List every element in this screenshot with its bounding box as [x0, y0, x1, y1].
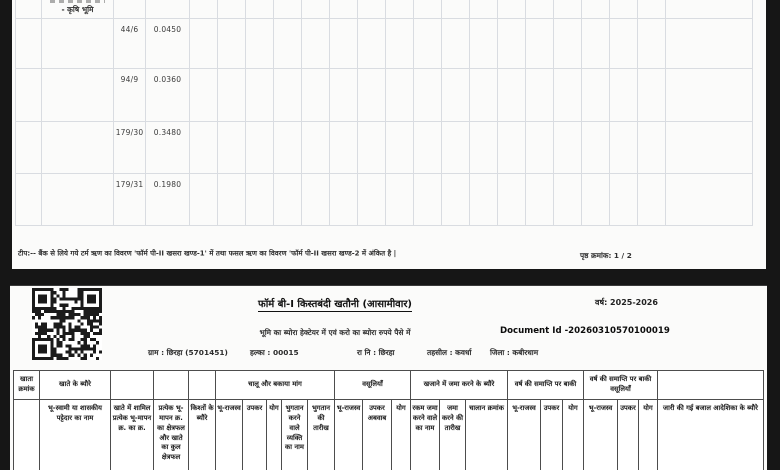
- sub-header-cell: उपकर: [618, 400, 639, 470]
- khasra-cell: [218, 0, 246, 19]
- khasra-cell: [330, 69, 358, 122]
- sub-header-cell: [14, 400, 40, 470]
- khasra-cell: [16, 69, 42, 122]
- khasra-cell: [666, 69, 753, 122]
- khasra-cell: [302, 0, 330, 19]
- khasra-cell: [414, 19, 442, 69]
- group-header-cell: वसूलियाँ: [335, 371, 411, 400]
- khasra-cell: [582, 19, 610, 69]
- khasra-cell: [498, 69, 526, 122]
- khasra-cell: [526, 69, 554, 122]
- sub-header-cell: भुगतान की तारीख: [308, 400, 335, 470]
- khasra-cell: [16, 122, 42, 174]
- khasra-cell: [358, 122, 386, 174]
- khasra-cell: [42, 69, 114, 122]
- sub-header-cell: योग: [267, 400, 282, 470]
- khasra-cell: [526, 122, 554, 174]
- khasra-page: [12, 0, 766, 269]
- khasra-cell: [610, 69, 638, 122]
- khasra-cell: [498, 19, 526, 69]
- sub-header-cell: योग: [392, 400, 411, 470]
- khasra-cell: [526, 19, 554, 69]
- khasra-cell: [246, 69, 274, 122]
- khasra-cell: [554, 122, 582, 174]
- khasra-cell: [274, 69, 302, 122]
- group-header-cell: [189, 371, 216, 400]
- group-header-cell: खाता क्रमांक: [14, 371, 40, 400]
- khasra-cell: [190, 122, 218, 174]
- khasra-cell: [146, 0, 190, 19]
- sub-header-cell: खाते में शामिल प्रत्येक भू-मापन क्र. का क्र.: [111, 400, 154, 470]
- form-title: फॉर्म बी-I किस्तबंदी खतौनी (आसामीवार): [258, 299, 412, 310]
- khasra-cell: [246, 0, 274, 19]
- khasra-cell: [218, 174, 246, 226]
- khasra-cell: [302, 174, 330, 226]
- qr-code-icon: [32, 288, 102, 360]
- khasra-cell: [666, 19, 753, 69]
- khasra-cell: [610, 19, 638, 69]
- khasra-cell: [470, 174, 498, 226]
- khasra-cell: [498, 0, 526, 19]
- ri-circle-label: रा नि : छिरहा: [357, 348, 395, 357]
- khasra-cell: [358, 0, 386, 19]
- khasra-cell: [554, 174, 582, 226]
- area-value: 0.3480: [146, 122, 190, 174]
- khasra-cell: [638, 19, 666, 69]
- khasra-cell: [274, 174, 302, 226]
- khasra-cell: [330, 19, 358, 69]
- khasra-cell: [470, 122, 498, 174]
- sub-header-cell: चालान क्रमांक: [466, 400, 508, 470]
- khasra-cell: [414, 69, 442, 122]
- khasra-cell: [16, 174, 42, 226]
- khasra-cell: [274, 122, 302, 174]
- khasra-cell: [582, 122, 610, 174]
- footnote: टीप:-- बैंक से लिये गये टर्म ऋण का विवरण 'फॉर्म पी-II खसरा खण्ड-1' में तथा फसल ऋण का विवरण 'फॉर्म पी-II खसरा खण्ड-2 में अंकित है |: [18, 249, 397, 258]
- khasra-cell: [42, 0, 114, 19]
- tehsil-label: तहसील : कवर्धा: [427, 348, 472, 357]
- group-header-cell: [658, 371, 764, 400]
- khasra-cell: [190, 0, 218, 19]
- khasra-cell: [386, 122, 414, 174]
- khasra-cell: [274, 19, 302, 69]
- group-header-cell: वर्ष की समाप्ति पर बाकी वसूलियाँ: [584, 371, 658, 400]
- khasra-cell: [442, 19, 470, 69]
- khasra-cell: [114, 0, 146, 19]
- khasra-cell: [666, 0, 753, 19]
- khasra-cell: [526, 174, 554, 226]
- sub-header-cell: जमा करने की तारीख: [440, 400, 466, 470]
- sub-header-cell: भू-राजस्व: [508, 400, 541, 470]
- khasra-cell: [218, 69, 246, 122]
- khasra-cell: [358, 174, 386, 226]
- year-label: वर्ष: 2025-2026: [595, 298, 658, 307]
- khasra-cell: [246, 19, 274, 69]
- khasra-cell: [442, 69, 470, 122]
- khasra-cell: [190, 19, 218, 69]
- khasra-cell: [386, 19, 414, 69]
- area-value: 0.1980: [146, 174, 190, 226]
- khasra-cell: [246, 122, 274, 174]
- khasra-number: 179/31: [114, 174, 146, 226]
- group-header-cell: खजाने में जमा करने के ब्यौरे: [411, 371, 508, 400]
- sub-header-cell: योग: [563, 400, 584, 470]
- khasra-cell: [470, 19, 498, 69]
- khasra-cell: [190, 174, 218, 226]
- khasra-cell: [610, 174, 638, 226]
- khasra-cell: [330, 0, 358, 19]
- clipped-text: [50, 0, 105, 3]
- khasra-cell: [386, 174, 414, 226]
- khasra-cell: [330, 122, 358, 174]
- khasra-cell: [582, 69, 610, 122]
- group-header-cell: खाते के ब्यौरे: [40, 371, 111, 400]
- halka-label: हल्का : 00015: [250, 348, 299, 357]
- sub-header-cell: भू-राजस्व: [584, 400, 618, 470]
- khasra-cell: [218, 122, 246, 174]
- khasra-cell: [42, 174, 114, 226]
- sub-header-cell: योग: [639, 400, 658, 470]
- sub-header-cell: उपकर: [541, 400, 563, 470]
- district-label: जिला : कबीरधाम: [490, 348, 539, 357]
- khasra-cell: [582, 0, 610, 19]
- khasra-cell: [610, 122, 638, 174]
- sub-header-cell: भू-स्वामी या शासकीय पट्टेदार का नाम: [40, 400, 111, 470]
- khasra-cell: [414, 0, 442, 19]
- khasra-cell: [358, 19, 386, 69]
- group-header-cell: वर्ष की समाप्ति पर बाकी: [508, 371, 584, 400]
- sub-header-cell: भू-राजस्व: [335, 400, 363, 470]
- khasra-cell: [554, 0, 582, 19]
- khasra-cell: [330, 174, 358, 226]
- group-header-cell: [154, 371, 189, 400]
- document-id: Document Id -20260310570100019: [500, 326, 670, 336]
- khasra-cell: [498, 122, 526, 174]
- khasra-cell: [470, 69, 498, 122]
- khasra-number: 179/30: [114, 122, 146, 174]
- khasra-cell: [442, 174, 470, 226]
- sub-header-cell: उपकर अबवाब: [363, 400, 392, 470]
- khasra-table: [15, 0, 753, 226]
- area-value: 0.0450: [146, 19, 190, 69]
- khasra-cell: [610, 0, 638, 19]
- sub-header-cell: किश्तों के ब्यौरे: [189, 400, 216, 470]
- khasra-cell: [42, 122, 114, 174]
- sub-header-cell: उपकर: [243, 400, 267, 470]
- land-class-label: - कृषि भूमि: [61, 5, 94, 14]
- khasra-cell: [16, 19, 42, 69]
- khasra-cell: [554, 19, 582, 69]
- khasra-cell: [442, 122, 470, 174]
- khasra-cell: [498, 174, 526, 226]
- village-label: ग्राम : छिरहा (5701451): [148, 348, 228, 357]
- khasra-cell: [386, 0, 414, 19]
- khasra-cell: [638, 122, 666, 174]
- khasra-cell: [414, 122, 442, 174]
- khasra-number: 44/6: [114, 19, 146, 69]
- khasra-number: 94/9: [114, 69, 146, 122]
- sub-header-cell: प्रत्येक भू-मापन क्र. का क्षेत्रफल और खाते का कुल क्षेत्रफल: [154, 400, 189, 470]
- area-value: 0.0360: [146, 69, 190, 122]
- page-number: पृष्ठ क्रमांक: 1 / 2: [580, 251, 632, 260]
- sub-header-cell: भुगतान करने वाले व्यक्ति का नाम: [282, 400, 308, 470]
- sub-header-cell: रकम जमा करने वाले का नाम: [411, 400, 440, 470]
- sub-header-cell: जारी की गई बजाल आदेशिका के ब्यौरे: [658, 400, 764, 470]
- group-header-cell: [111, 371, 154, 400]
- khasra-cell: [190, 69, 218, 122]
- group-header-cell: चालू और बकाया मांग: [216, 371, 335, 400]
- khasra-cell: [638, 174, 666, 226]
- khasra-cell: [302, 122, 330, 174]
- khasra-cell: [274, 0, 302, 19]
- khasra-cell: [42, 19, 114, 69]
- khasra-cell: [302, 69, 330, 122]
- khasra-cell: [554, 69, 582, 122]
- khasra-cell: [666, 174, 753, 226]
- khasra-cell: [638, 69, 666, 122]
- khasra-cell: [358, 69, 386, 122]
- khatauni-page: [10, 286, 767, 470]
- khasra-cell: [16, 0, 42, 19]
- khasra-cell: [666, 122, 753, 174]
- subtitle: भूमि का ब्योरा हेक्टेयर में एवं करो का ब्योरा रुपये पैसे में: [259, 328, 411, 337]
- khasra-cell: [442, 0, 470, 19]
- khatauni-header-table: [13, 370, 764, 470]
- khasra-cell: [526, 0, 554, 19]
- khasra-cell: [386, 69, 414, 122]
- khasra-cell: [638, 0, 666, 19]
- khasra-cell: [302, 19, 330, 69]
- sub-header-cell: भू-राजस्व: [216, 400, 243, 470]
- khasra-cell: [414, 174, 442, 226]
- khasra-cell: [582, 174, 610, 226]
- khasra-cell: [218, 19, 246, 69]
- khasra-cell: [246, 174, 274, 226]
- khasra-cell: [470, 0, 498, 19]
